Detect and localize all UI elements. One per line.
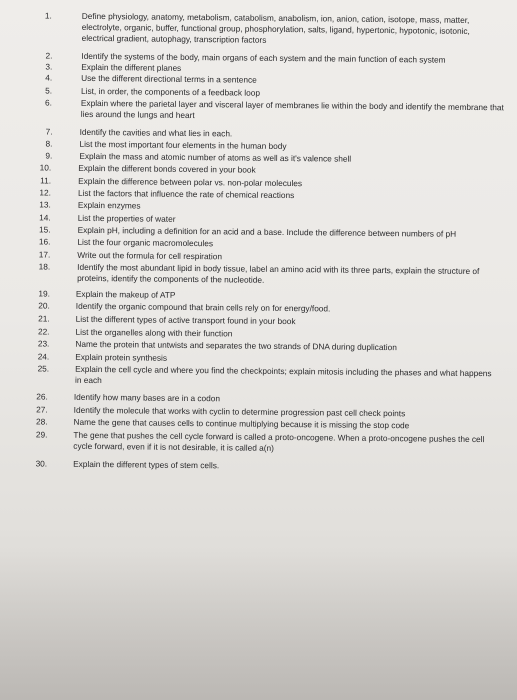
list-item-26 bbox=[0, 391, 513, 404]
item-text: Explain where the parietal layer and visceral layer of membranes lie within the body and identify the membrane that lies around the lungs and heart bbox=[80, 97, 504, 121]
item-text: List the different types of active transport found in your book bbox=[75, 313, 296, 327]
item-text: Explain the makeup of ATP bbox=[75, 288, 176, 300]
item-text: List the factors that influence the rate of chemical reactions bbox=[77, 187, 295, 201]
item-number: 22. bbox=[37, 326, 50, 337]
item-text: Explain the different bonds covered in your book bbox=[78, 162, 256, 175]
item-number: 24. bbox=[37, 351, 50, 362]
item-text: Explain the different planes bbox=[81, 61, 182, 73]
item-text: Use the different directional terms in a sentence bbox=[81, 72, 257, 85]
item-number: 26. bbox=[36, 391, 48, 402]
item-number: 11. bbox=[40, 175, 52, 186]
item-text: Define physiology, anatomy, metabolism, catabolism, anabolism, ion, anion, cation, isotope, mass, matter, electrolyte, organic, buffer, functional group, phosphorylation, salts, ligand, hypertonic, hypotonic, isotonic, electrical gradient, autophagy, transcription factors bbox=[81, 10, 470, 46]
item-number: 8. bbox=[45, 138, 53, 149]
list-item-30 bbox=[0, 458, 512, 471]
item-text: Identify the most abundant lipid in body tissue, label an amino acid with its three parts, explain the structure of proteins, identify the components of the nucleotide. bbox=[77, 261, 480, 285]
item-number: 13. bbox=[39, 199, 51, 210]
item-number: 17. bbox=[38, 249, 51, 260]
item-text: Identify how many bases are in a codon bbox=[73, 391, 221, 404]
item-number: 4. bbox=[45, 72, 53, 83]
item-text: List the most important four elements in the human body bbox=[79, 138, 287, 152]
item-text: List the four organic macromolecules bbox=[77, 236, 214, 249]
item-text: Name the gene that causes cells to continue multiplying because it is missing the stop code bbox=[73, 416, 410, 431]
item-text: List the organelles along with their function bbox=[75, 326, 233, 339]
item-number: 9. bbox=[45, 150, 53, 161]
item-number: 19. bbox=[38, 288, 50, 299]
item-text: Identify the cavities and what lies in each. bbox=[79, 126, 233, 139]
item-text: Identify the molecule that works with cyclin to determine progression past cell check points bbox=[73, 404, 406, 419]
item-text: Identify the organic compound that brain cells rely on for energy/food. bbox=[75, 300, 331, 314]
item-text: Write out the formula for cell respiration bbox=[77, 249, 223, 262]
item-text: Identify the systems of the body, main organs of each system and the main function of each system bbox=[81, 50, 446, 65]
item-number: 7. bbox=[45, 126, 53, 137]
item-number: 12. bbox=[39, 187, 52, 198]
item-number: 30. bbox=[35, 458, 48, 469]
item-number: 10. bbox=[39, 162, 52, 173]
item-text: Explain pH, including a definition for an acid and a base. Include the difference between numbers of pH bbox=[77, 224, 457, 239]
item-number: 27. bbox=[36, 404, 48, 415]
item-number: 20. bbox=[38, 300, 50, 311]
item-text: Explain the cell cycle and where you find the checkpoints; explain mitosis including the phases and what happens in each bbox=[74, 363, 492, 386]
item-number: 3. bbox=[45, 61, 53, 72]
item-text: List, in order, the components of a feedback loop bbox=[81, 85, 261, 98]
item-text: Explain protein synthesis bbox=[75, 351, 168, 363]
item-text: Explain the different types of stem cells. bbox=[73, 458, 220, 471]
item-number: 23. bbox=[37, 338, 50, 349]
item-text: Explain the mass and atomic number of atoms as well as it's valence shell bbox=[79, 150, 352, 164]
item-number: 16. bbox=[38, 236, 51, 247]
item-text: Explain enzymes bbox=[77, 199, 141, 211]
item-number: 15. bbox=[39, 224, 51, 235]
item-number: 6. bbox=[44, 97, 52, 108]
item-text: The gene that pushes the cell cycle forward is called a proto-oncogene. When a proto-oncogene pushes the cell cycle forward, even if it is not desirable, it is called a(n) bbox=[73, 429, 485, 454]
item-number: 29. bbox=[35, 429, 48, 440]
paper-shadow bbox=[0, 550, 517, 700]
item-number: 5. bbox=[45, 85, 53, 96]
list-item-7 bbox=[0, 126, 516, 139]
item-text: Name the protein that untwists and separates the two strands of DNA during duplication bbox=[75, 338, 397, 353]
list-item-1 bbox=[0, 10, 517, 46]
item-number: 14. bbox=[39, 212, 51, 223]
item-number: 28. bbox=[35, 416, 48, 427]
item-text: List the properties of water bbox=[77, 212, 176, 224]
list-item-19 bbox=[0, 288, 514, 300]
item-number: 1. bbox=[44, 10, 52, 21]
list-item-2 bbox=[0, 50, 516, 65]
item-number: 18. bbox=[38, 261, 51, 272]
item-number: 2. bbox=[45, 50, 53, 61]
item-number: 25. bbox=[37, 363, 50, 374]
item-text: Explain the difference between polar vs. non-polar molecules bbox=[78, 175, 303, 189]
item-number: 21. bbox=[38, 313, 50, 324]
